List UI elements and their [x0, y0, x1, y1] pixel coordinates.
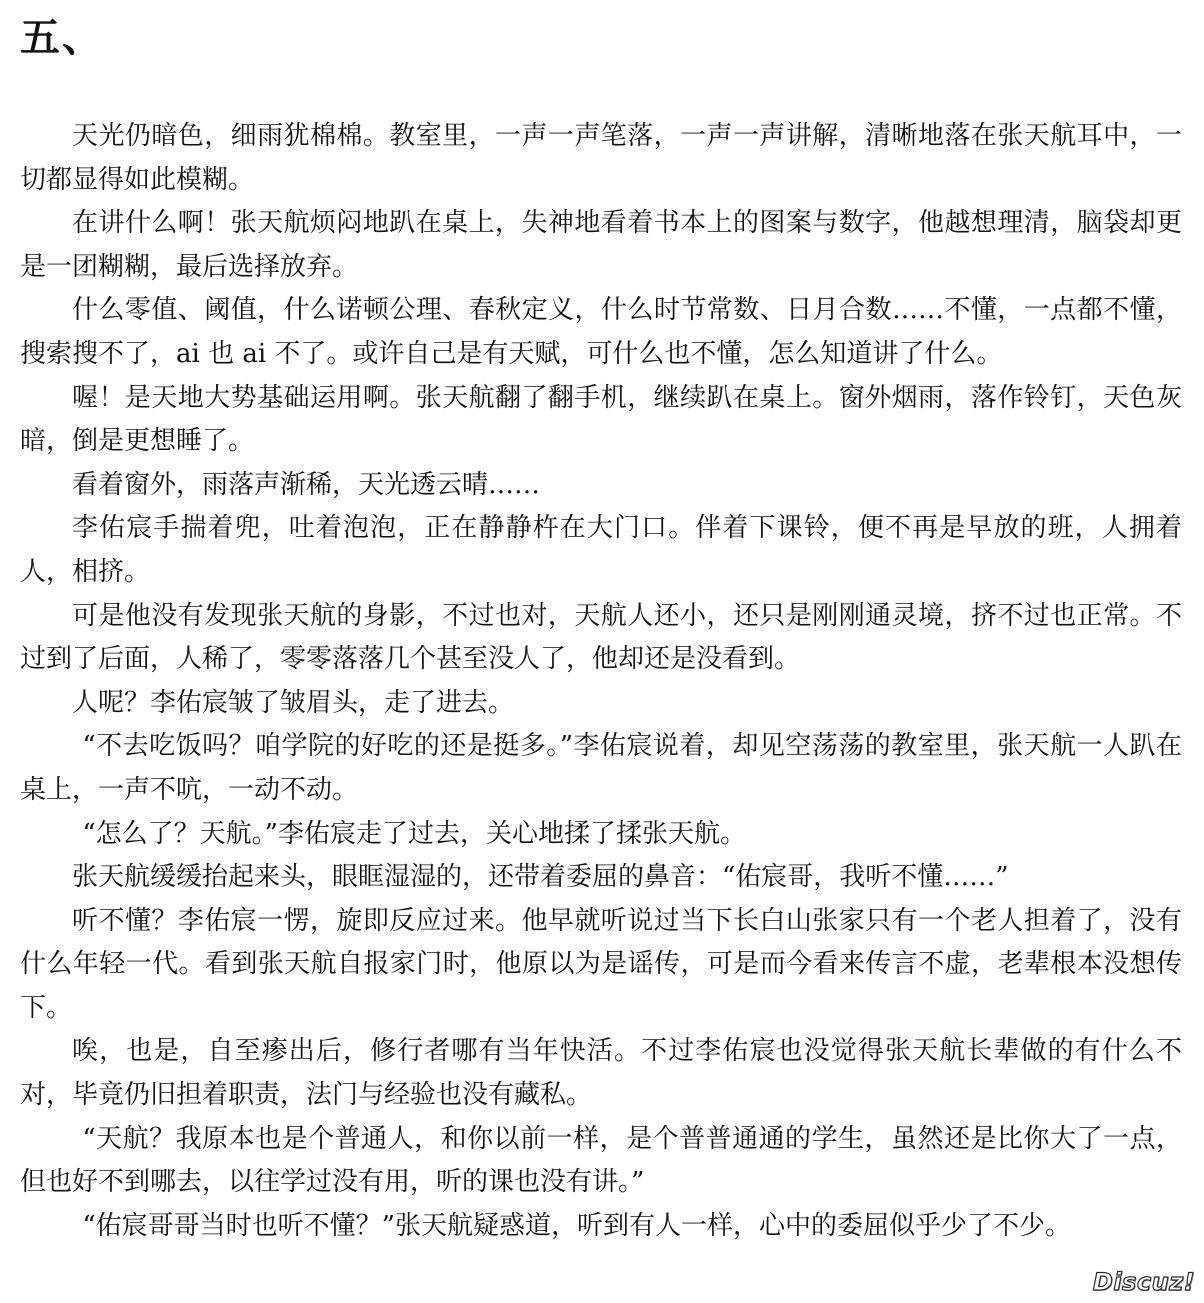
- paragraph-10: “怎么了？天航。”李佑宸走了过去，关心地揉了揉张天航。: [82, 818, 746, 849]
- paragraph-4: 喔！是天地大势基础运用啊。张天航翻了翻手机，继续趴在桌上。窗外烟雨，落作铃钉，天色灰暗，倒是更想睡了。: [20, 382, 1182, 457]
- watermark-label: Discuz!: [1092, 1268, 1196, 1296]
- paragraph-11: 张天航缓缓抬起来头，眼眶湿湿的，还带着委屈的鼻音：“佑宸哥，我听不懂……”: [72, 862, 1009, 893]
- paragraph-8: 人呢？李佑宸皱了皱眉头，走了进去。: [72, 687, 515, 718]
- paragraph-6: 李佑宸手揣着兜，吐着泡泡，正在静静杵在大门口。伴着下课铃，便不再是早放的班，人拥着人，相挤。: [20, 513, 1182, 587]
- paragraph-1: 天光仍暗色，细雨犹棉棉。教室里，一声一声笔落，一声一声讲解，清晰地落在张天航耳中，一切都显得如此模糊。: [20, 121, 1182, 195]
- paragraph-12: 听不懂？李佑宸一愣，旋即反应过来。他早就听说过当下长白山张家只有一个老人担着了，没有什么年轻一代。看到张天航自报家门时，他原以为是谣传，可是而今看来传言不虚，老辈根本没想传下。: [20, 905, 1182, 1023]
- paragraph-2: 在讲什么啊！张天航烦闷地趴在桌上，失神地看着书本上的图案与数字，他越想理清，脑袋却更是一团糊糊，最后选择放弃。: [20, 208, 1182, 282]
- paragraph-9: “不去吃饭吗？咱学院的好吃的还是挺多。”李佑宸说着，却见空荡荡的教室里，张天航一人趴在桌上，一声不吭，一动不动。: [20, 731, 1182, 805]
- paragraph-15: “佑宸哥哥当时也听不懂？”张天航疑惑道，听到有人一样，心中的委屈似乎少了不少。: [82, 1210, 1071, 1241]
- paragraph-7: 可是他没有发现张天航的身影，不过也对，天航人还小，还只是刚刚通灵境，挤不过也正常。不过到了后面，人稀了，零零落落几个甚至没人了，他却还是没看到。: [20, 600, 1182, 675]
- chapter-title: 五、: [20, 15, 104, 61]
- paragraph-13: 唉，也是，自至瘆出后，修行者哪有当年快活。不过李佑宸也没觉得张天航长辈做的有什么不对，毕竟仍旧担着职责，法门与经验也没有藏私。: [20, 1036, 1182, 1111]
- paragraph-3: 什么零值、阈值，什么诺顿公理、春秋定义，什么时节常数、日月合数……不懂，一点都不懂，搜索搜不了，ai 也 ai 不了。或许自己是有天赋，可什么也不懂，怎么知道讲了什么。: [20, 295, 1182, 369]
- paragraph-5: 看着窗外，雨落声渐稀，天光透云晴……: [72, 469, 541, 500]
- paragraph-14: “天航？我原本也是个普通人，和你以前一样，是个普普通通的学生，虽然还是比你大了一点，但也好不到哪去，以往学过没有用，听的课也没有讲。”: [20, 1123, 1182, 1198]
- chapter-body: [20, 115, 1182, 1248]
- discuz-watermark: [1092, 1265, 1196, 1299]
